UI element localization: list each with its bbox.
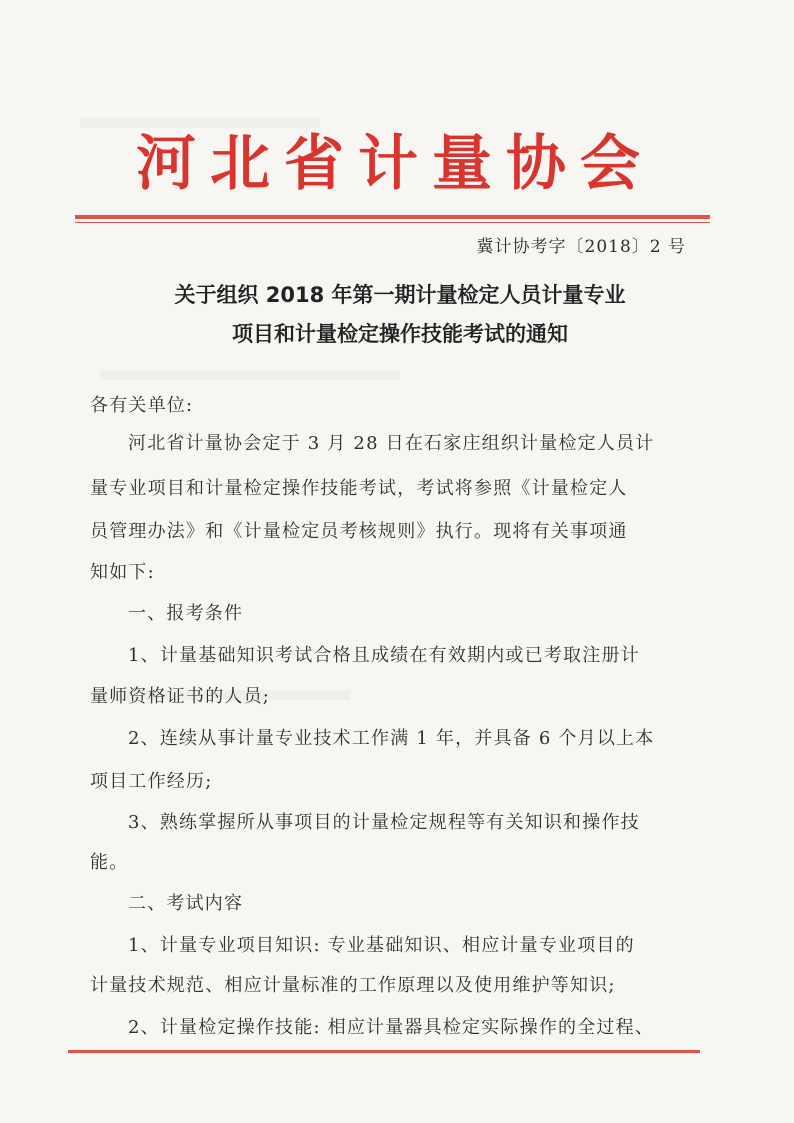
bleed-through-mark — [80, 118, 320, 128]
intro-line: 河北省计量协会定于 3 月 28 日在石家庄组织计量检定人员计 — [128, 433, 655, 454]
section-1-item: 项目工作经历; — [90, 771, 213, 792]
letterhead-rule-thin — [75, 222, 710, 223]
bleed-through-mark — [100, 370, 400, 380]
section-2-item: 计量技术规范、相应计量标准的工作原理以及使用维护等知识; — [90, 975, 616, 996]
letterhead-rule-thick — [75, 215, 710, 219]
section-1-item: 2、连续从事计量专业技术工作满 1 年，并具备 6 个月以上本 — [128, 728, 655, 749]
document-title-line-1: 关于组织 2018 年第一期计量检定人员计量专业 — [174, 283, 626, 307]
document-title-line-2: 项目和计量检定操作技能考试的通知 — [232, 322, 568, 346]
section-1-item: 能。 — [90, 852, 129, 873]
section-1-heading: 一、报考条件 — [128, 603, 244, 624]
section-2-item: 2、计量检定操作技能: 相应计量器具检定实际操作的全过程、 — [128, 1017, 655, 1038]
document-number: 冀计协考字〔2018〕2 号 — [476, 237, 686, 257]
intro-line: 量专业项目和计量检定操作技能考试，考试将参照《计量检定人 — [90, 478, 628, 499]
salutation: 各有关单位: — [90, 395, 194, 416]
organization-letterhead: 河北省计量协会 — [136, 129, 654, 199]
section-2-heading: 二、考试内容 — [128, 893, 244, 914]
section-2-item: 1、计量专业项目知识: 专业基础知识、相应计量专业项目的 — [128, 935, 635, 956]
intro-line: 知如下: — [90, 562, 155, 583]
intro-line: 员管理办法》和《计量检定员考核规则》执行。现将有关事项通 — [90, 521, 628, 542]
section-1-item: 3、熟练掌握所从事项目的计量检定规程等有关知识和操作技 — [128, 812, 640, 833]
section-1-item: 量师资格证书的人员; — [90, 686, 271, 707]
section-1-item: 1、计量基础知识考试合格且成绩在有效期内或已考取注册计 — [128, 645, 640, 666]
footer-rule — [68, 1050, 700, 1053]
